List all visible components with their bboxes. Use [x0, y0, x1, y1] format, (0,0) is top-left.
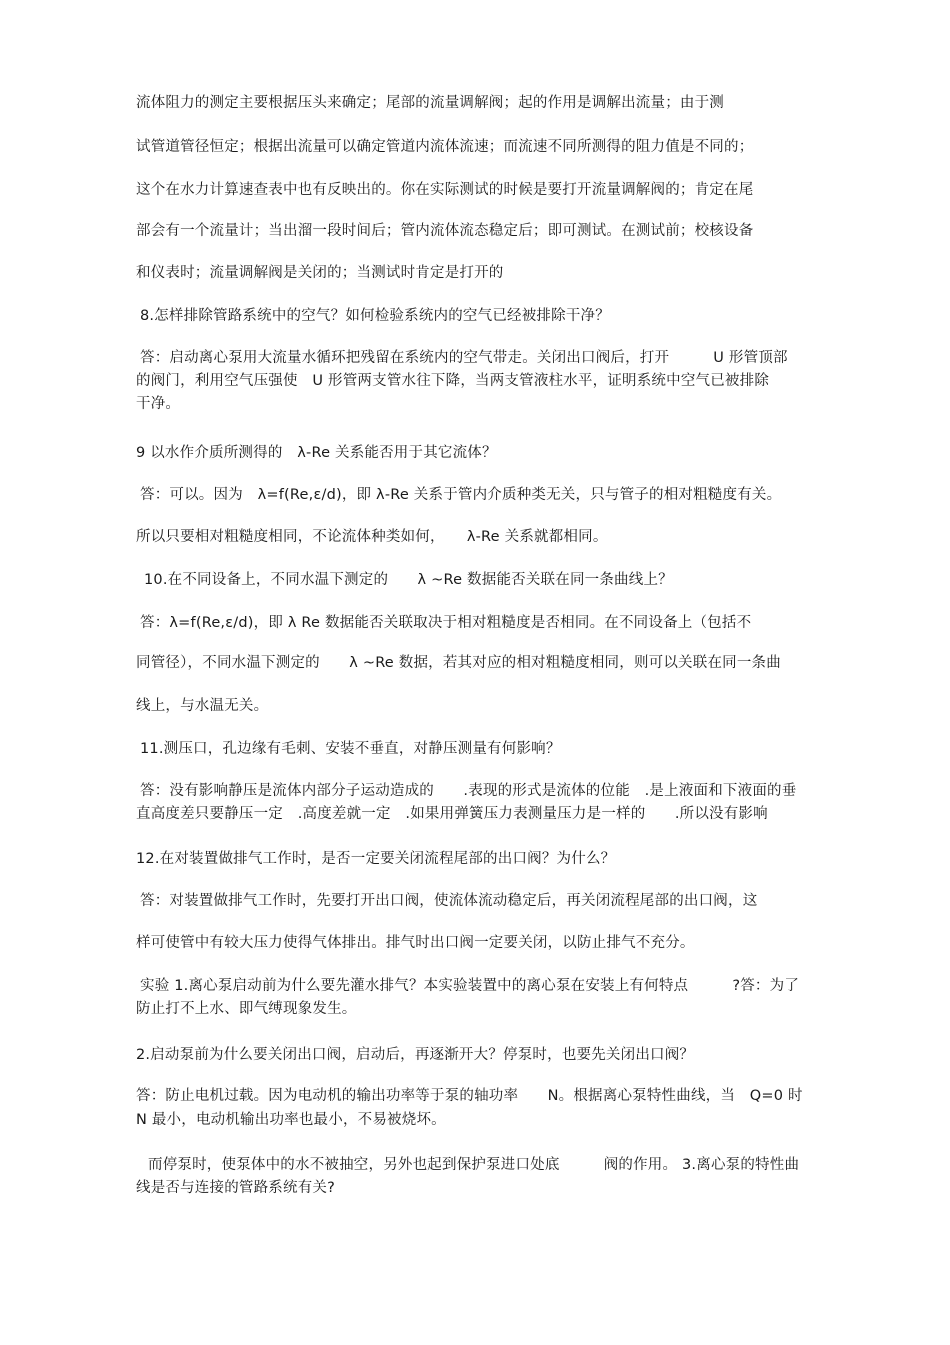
answer-8-line: 的阀门，利用空气压强使 U 形管两支管水往下降，当两支管液柱水平，证明系统中空气已被排除 — [136, 373, 770, 389]
experiment-answer-2b: 线是否与连接的管路系统有关? — [136, 1180, 335, 1196]
paragraph-line: 部会有一个流量计；当出溜一段时间后；管内流体流态稳定后；即可测试。在测试前；校核设备 — [136, 223, 754, 239]
experiment-question-1: 实验 1.离心泵启动前为什么要先灌水排气？本实验装置中的离心泵在安装上有何特点 ?答：为了 — [140, 978, 800, 994]
answer-8-line: 干净。 — [136, 396, 181, 412]
paragraph-line: 流体阻力的测定主要根据压头来确定；尾部的流量调解阀；起的作用是调解出流量；由于测 — [136, 95, 724, 111]
answer-8-line: 答：启动离心泵用大流量水循环把残留在系统内的空气带走。关闭出口阀后，打开 U 形管顶部 — [140, 350, 788, 366]
experiment-question-2: 2.启动泵前为什么要关闭出口阀，启动后，再逐渐开大？停泵时，也要先关闭出口阀？ — [136, 1047, 695, 1063]
answer-11-line: 答：没有影响静压是流体内部分子运动造成的 .表现的形式是流体的位能 .是上液面和下液面的垂 — [140, 783, 797, 799]
answer-10-line: 线上，与水温无关。 — [136, 698, 269, 714]
question-12: 12.在对装置做排气工作时，是否一定要关闭流程尾部的出口阀？为什么？ — [136, 851, 616, 867]
experiment-question-1: 防止打不上水、即气缚现象发生。 — [136, 1001, 357, 1017]
experiment-answer-2: 答：防止电机过载。因为电动机的输出功率等于泵的轴功率 N。根据离心泵特性曲线，当 Q=0 时 — [136, 1088, 803, 1104]
paragraph-line: 这个在水力计算速查表中也有反映出的。你在实际测试的时候是要打开流量调解阀的；肯定在尾 — [136, 182, 754, 198]
question-8: 8.怎样排除管路系统中的空气？如何检验系统内的空气已经被排除干净？ — [140, 308, 610, 324]
experiment-answer-2b: 而停泵时，使泵体中的水不被抽空，另外也起到保护泵进口处底 阀的作用。 3.离心泵的特性曲 — [148, 1157, 800, 1173]
answer-12-line: 答：对装置做排气工作时，先要打开出口阀，使流体流动稳定后，再关闭流程尾部的出口阀，这 — [140, 893, 758, 909]
answer-10-line: 同管径），不同水温下测定的 λ ~Re 数据，若其对应的相对粗糙度相同，则可以关联在同一条曲 — [136, 655, 781, 671]
answer-10-line: 答：λ=f(Re,ε/d)，即 λ Re 数据能否关联取决于相对粗糙度是否相同。在不同设备上（包括不 — [140, 615, 752, 631]
question-11: 11.测压口，孔边缘有毛刺、安装不垂直，对静压测量有何影响？ — [140, 741, 561, 757]
answer-11-line: 直高度差只要静压一定 .高度差就一定 .如果用弹簧压力表测量压力是一样的 .所以没有影响 — [136, 806, 768, 822]
paragraph-line: 和仪表时；流量调解阀是关闭的；当测试时肯定是打开的 — [136, 265, 504, 281]
answer-12-line: 样可使管中有较大压力使得气体排出。排气时出口阀一定要关闭，以防止排气不充分。 — [136, 935, 695, 951]
paragraph-line: 试管道管径恒定；根据出流量可以确定管道内流体流速；而流速不同所测得的阻力值是不同的； — [136, 139, 754, 155]
answer-9-line: 所以只要相对粗糙度相同，不论流体种类如何， λ-Re 关系就都相同。 — [136, 529, 608, 545]
experiment-answer-2: N 最小，电动机输出功率也最小，不易被烧坏。 — [136, 1112, 446, 1128]
answer-9-line: 答：可以。因为 λ=f(Re,ε/d)，即 λ-Re 关系于管内介质种类无关，只与管子的相对粗糙度有关。 — [140, 487, 782, 503]
question-9: 9 以水作介质所测得的 λ-Re 关系能否用于其它流体？ — [136, 445, 497, 461]
question-10: 10.在不同设备上，不同水温下测定的 λ ~Re 数据能否关联在同一条曲线上？ — [144, 572, 673, 588]
